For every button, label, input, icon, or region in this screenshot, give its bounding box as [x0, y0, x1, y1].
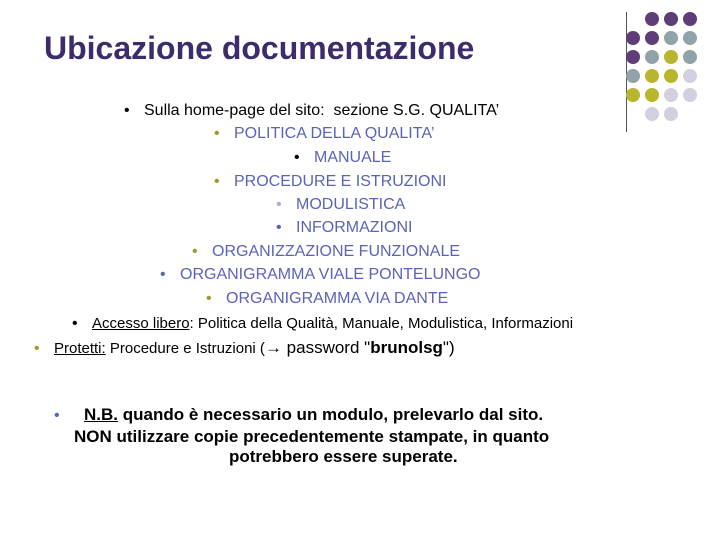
decor-dot — [626, 69, 640, 83]
accesso-label: Accesso libero — [92, 315, 190, 332]
protetti-close: ") — [442, 338, 455, 357]
nb-line-3: potrebbero essere superate. — [229, 447, 458, 466]
nb-line-2: NON utilizzare copie precedentemente stampate, in quanto — [74, 427, 550, 446]
link-manuale[interactable]: MANUALE — [314, 149, 392, 166]
bullet-dot-icon: • — [214, 125, 220, 142]
bullet-dot-icon: • — [34, 340, 40, 357]
decor-dot — [626, 50, 640, 64]
nb-label: N.B. — [84, 405, 118, 424]
bullet-dot-icon: • — [160, 266, 166, 283]
decor-dot — [626, 88, 640, 102]
decor-dot — [645, 107, 659, 121]
decor-dot — [683, 69, 697, 83]
link-item-modulistica — [276, 196, 405, 214]
link-item-manuale — [294, 149, 391, 167]
decor-dot — [664, 88, 678, 102]
intro-item — [124, 102, 499, 120]
decor-dot — [664, 69, 678, 83]
decor-dot — [683, 88, 697, 102]
nb-line-1 — [54, 405, 543, 426]
nb-text-1: quando è necessario un modulo, prelevarlo dal sito. — [118, 405, 544, 424]
bullet-dot-icon: • — [294, 149, 300, 166]
protetti-pw-text: password " — [281, 338, 371, 357]
intro-text: Sulla home-page del sito: — [144, 102, 325, 119]
decor-dot — [664, 12, 678, 26]
protetti-item — [34, 338, 455, 358]
decor-dot — [683, 12, 697, 26]
link-item-informazioni — [276, 219, 412, 237]
link-informazioni[interactable]: INFORMAZIONI — [296, 219, 413, 236]
decor-dot — [645, 12, 659, 26]
bullet-dot-icon: • — [72, 315, 78, 332]
decor-dot — [645, 50, 659, 64]
protetti-text: Procedure e Istruzioni ( — [105, 340, 265, 357]
decor-dot — [664, 107, 678, 121]
intro-bold: sezione S.G. QUALITA’ — [333, 102, 500, 119]
bullet-dot-icon: • — [192, 243, 198, 260]
decor-dot — [683, 31, 697, 45]
bullet-dot-icon: • — [206, 290, 212, 307]
link-item-organigramma-pontelungo — [160, 266, 481, 284]
protetti-label: Protetti: — [54, 340, 106, 357]
decorative-dot-grid — [634, 12, 714, 122]
link-item-procedure — [214, 173, 446, 191]
accesso-text: : Politica della Qualità, Manuale, Modulistica, Informazioni — [189, 315, 574, 332]
decor-dot — [664, 50, 678, 64]
decor-dot — [645, 31, 659, 45]
link-modulistica[interactable]: MODULISTICA — [296, 196, 406, 213]
bullet-dot-icon: • — [214, 173, 220, 190]
link-organigramma-pontelungo[interactable]: ORGANIGRAMMA VIALE PONTELUNGO — [180, 266, 481, 283]
bullet-dot-icon: • — [54, 407, 60, 424]
decor-dot — [683, 50, 697, 64]
link-organizzazione[interactable]: ORGANIZZAZIONE FUNZIONALE — [212, 243, 461, 260]
password-value: brunolsg — [370, 338, 443, 357]
accesso-item — [72, 315, 573, 333]
link-item-politica — [214, 125, 434, 143]
decor-dot — [626, 31, 640, 45]
bullet-dot-icon: • — [276, 219, 282, 236]
link-politica[interactable]: POLITICA DELLA QUALITA’ — [234, 125, 435, 142]
link-procedure[interactable]: PROCEDURE E ISTRUZIONI — [234, 173, 447, 190]
decor-dot — [664, 31, 678, 45]
link-organigramma-dante[interactable]: ORGANIGRAMMA VIA DANTE — [226, 290, 449, 307]
link-item-organigramma-dante — [206, 290, 448, 308]
bullet-dot-icon: • — [124, 102, 130, 119]
slide-title: Ubicazione documentazione — [44, 30, 475, 66]
link-item-organizzazione — [192, 243, 460, 261]
decor-dot — [645, 88, 659, 102]
right-arrow-icon: → — [264, 338, 282, 357]
decor-dot — [645, 69, 659, 83]
bullet-dot-icon: • — [276, 196, 282, 213]
